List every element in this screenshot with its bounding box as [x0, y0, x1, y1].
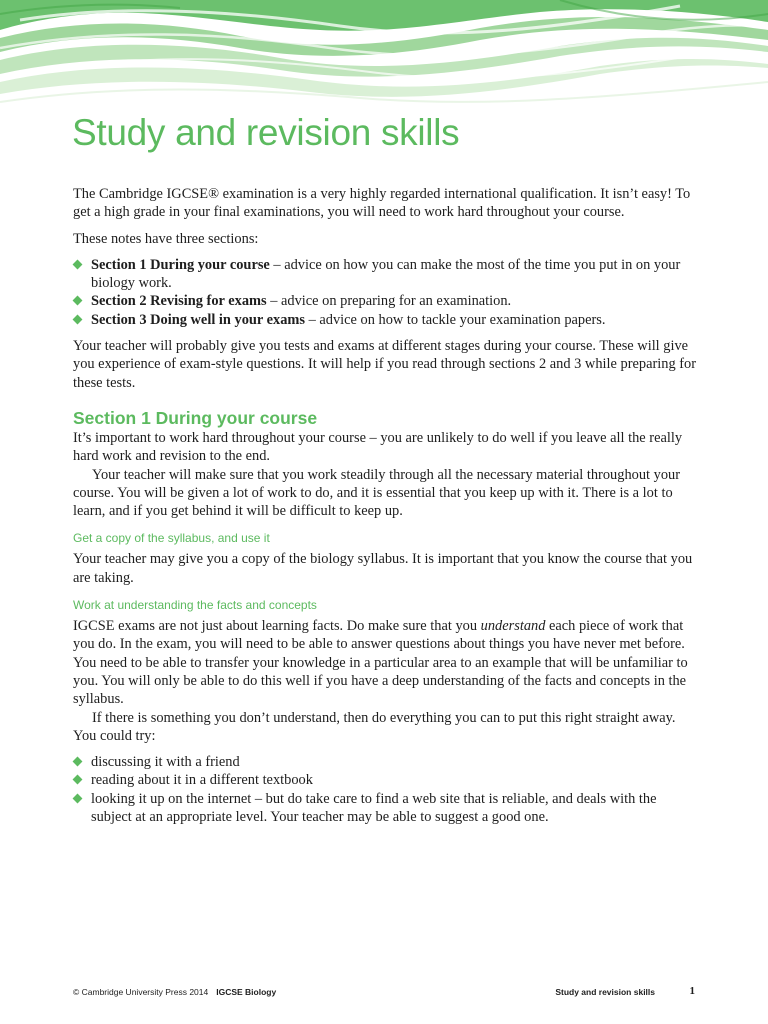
- suggestion-item: [73, 753, 698, 771]
- page-footer: [73, 987, 695, 1001]
- footer-left: [73, 987, 276, 997]
- intro-paragraph: The Cambridge IGCSE® examination is a very highly regarded international qualification. It isn’t easy! To get a high grade in your final examinations, you will need to work hard throughout your course.: [73, 186, 691, 221]
- understanding-paragraph-2: If there is something you don’t understand, then do everything you can to put this right straight away. You could try:: [73, 709, 676, 744]
- section-description: – advice on how you can make the most of the time you put in on your biology work.: [91, 256, 681, 292]
- sections-list-item: [73, 256, 698, 293]
- sections-list-item: [73, 292, 698, 310]
- diamond-bullet-icon: [73, 296, 83, 306]
- suggestion-item: [73, 771, 698, 789]
- footer-section-name: Study and revision skills: [555, 987, 655, 997]
- diamond-bullet-icon: [73, 314, 83, 324]
- emphasis-understand: understand: [480, 618, 546, 635]
- diamond-bullet-icon: [73, 775, 83, 785]
- diamond-bullet-icon: [73, 757, 83, 767]
- section-label: Section 2 Revising for exams: [91, 293, 267, 310]
- understanding-paragraph: [73, 617, 698, 708]
- footer-book-title: IGCSE Biology: [216, 987, 277, 997]
- suggestion-text: discussing it with a friend: [91, 754, 240, 771]
- understanding-subheading: Work at understanding the facts and concepts: [73, 598, 317, 613]
- understanding-text-end: each piece of work that you do. In the exam, you will need to be able to answer questions about things you have never met before. You need to be able to transfer your knowledge in a particular area to an example that will be unfamiliar to you. You will only be able to do this well if you have a deep understanding of the facts and concepts in the syllabus.: [73, 618, 688, 708]
- footer-copyright: © Cambridge University Press 2014: [73, 987, 209, 997]
- sections-list: [73, 256, 698, 329]
- section-1-paragraph: It’s important to work hard throughout your course – you are unlikely to do well if you leave all the really hard work and revision to the end.: [73, 429, 683, 465]
- suggestion-item: [73, 790, 698, 827]
- syllabus-paragraph: Your teacher may give you a copy of the biology syllabus. It is important that you know the course that you are taking.: [73, 551, 693, 586]
- section-description: – advice on how to tackle your examination papers.: [305, 311, 606, 328]
- suggestion-text: reading about it in a different textbook: [91, 772, 313, 789]
- decorative-wave-banner: [0, 0, 768, 115]
- section-1-paragraph-2: Your teacher will make sure that you work steadily through all the necessary material throughout your course. You will be given a lot of work to do, and it is essential that you keep up with it. There is a lot to learn, and if you get behind it will be difficult to keep up.: [73, 466, 680, 520]
- diamond-bullet-icon: [73, 793, 83, 803]
- sections-list-item: [73, 311, 698, 329]
- understanding-text-start: IGCSE exams are not just about learning facts. Do make sure that you: [73, 618, 481, 635]
- intro-sections-lead: These notes have three sections:: [73, 230, 259, 247]
- page-title: Study and revision skills: [72, 112, 460, 153]
- syllabus-subheading: Get a copy of the syllabus, and use it: [73, 531, 270, 546]
- suggestions-list: [73, 753, 698, 826]
- page-number: 1: [689, 985, 695, 997]
- section-1-heading: Section 1 During your course: [73, 407, 318, 428]
- section-label: Section 1 During your course: [91, 256, 270, 273]
- section-label: Section 3 Doing well in your exams: [91, 311, 305, 328]
- section-description: – advice on preparing for an examination.: [266, 293, 512, 310]
- tests-paragraph: Your teacher will probably give you tests and exams at different stages during your course. These will give you experience of exam-style questions. It will help if you read through sections 2 and 3 while preparing for these tests.: [73, 338, 697, 391]
- main-content: [73, 185, 698, 834]
- diamond-bullet-icon: [73, 259, 83, 269]
- suggestion-text: looking it up on the internet – but do take care to find a web site that is reliable, and deals with the subject at an appropriate level. Your teacher may be able to suggest a good one.: [91, 790, 657, 826]
